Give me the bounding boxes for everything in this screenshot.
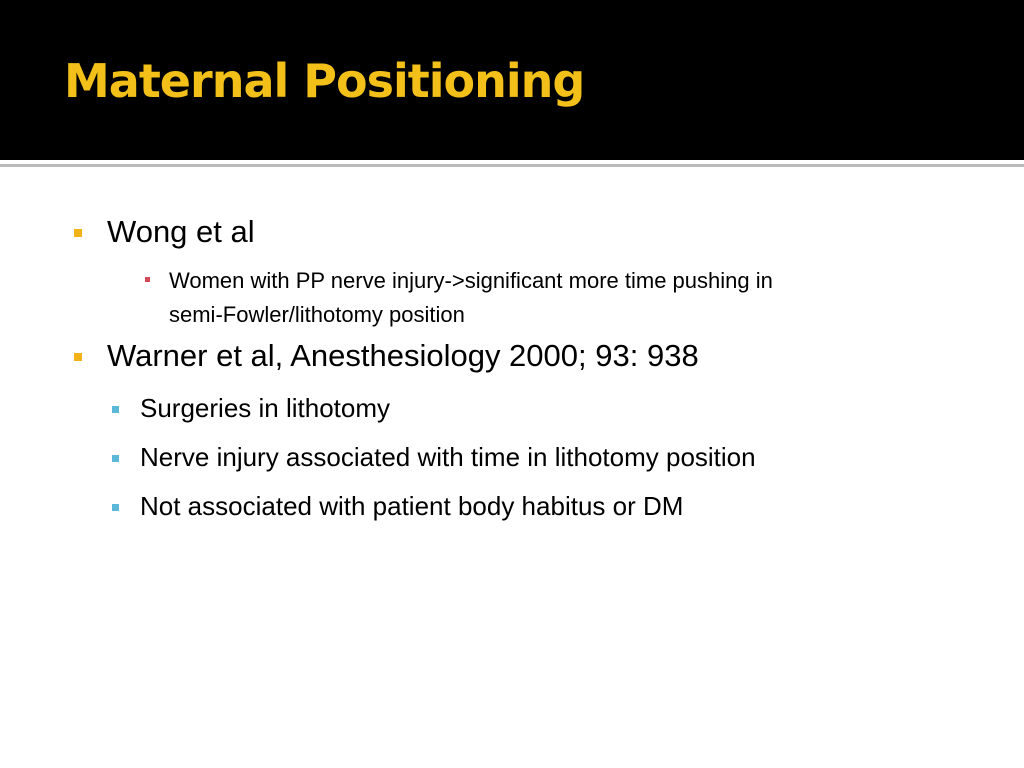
sub-bullet-item-wong-finding	[169, 264, 773, 332]
sub-bullet-text: Nerve injury associated with time in lithotomy position	[140, 442, 756, 472]
sub-bullet-text: Surgeries in lithotomy	[140, 393, 390, 423]
slide-title: Maternal Positioning	[64, 54, 585, 108]
sub-bullet-item-nerve-injury	[140, 442, 756, 473]
bullet-item-wong	[107, 214, 255, 250]
square-bullet-icon	[74, 229, 82, 237]
bullet-item-warner	[107, 338, 699, 374]
sub-bullet-line-2: semi-Fowler/lithotomy position	[169, 302, 465, 327]
square-bullet-icon	[112, 406, 119, 413]
bullet-text: Warner et al, Anesthesiology 2000; 93: 938	[107, 338, 699, 373]
square-bullet-icon	[145, 277, 150, 282]
square-bullet-icon	[74, 353, 82, 361]
sub-bullet-item-surgeries	[140, 393, 390, 424]
sub-bullet-text: Not associated with patient body habitus or DM	[140, 491, 684, 521]
sub-bullet-line-1: Women with PP nerve injury->significant more time pushing in	[169, 268, 773, 293]
square-bullet-icon	[112, 504, 119, 511]
bullet-text: Wong et al	[107, 214, 255, 249]
sub-bullet-item-not-associated	[140, 491, 683, 522]
square-bullet-icon	[112, 455, 119, 462]
